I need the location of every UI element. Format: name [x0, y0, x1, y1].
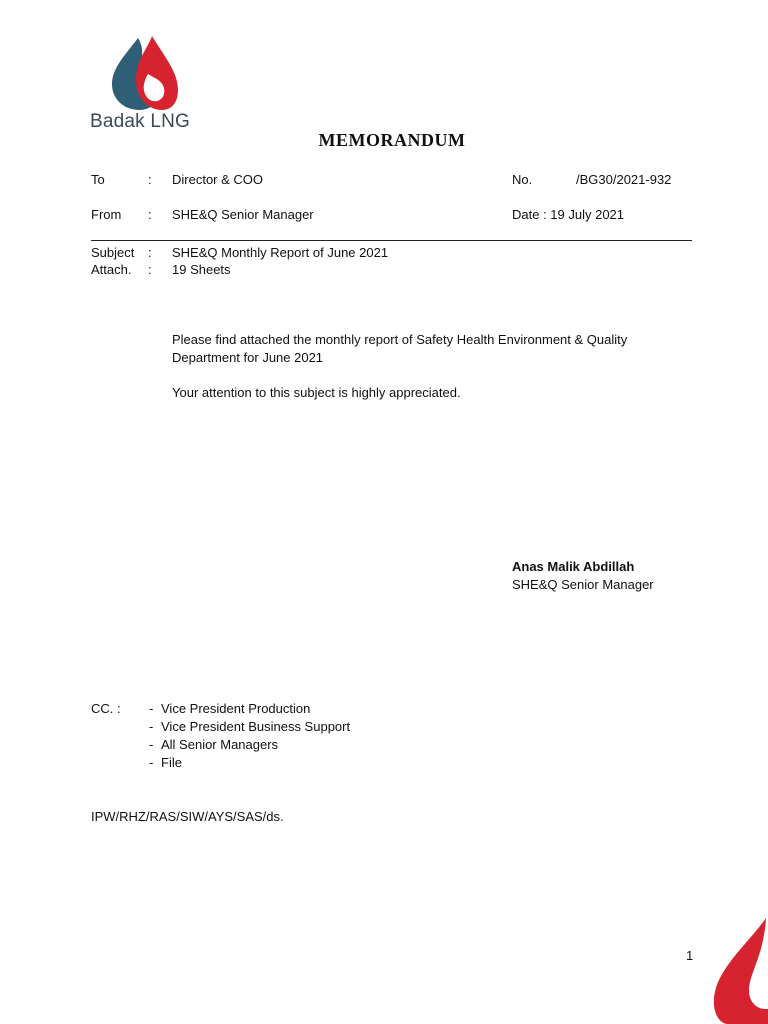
attach-label: Attach.: [91, 262, 132, 277]
from-separator: :: [148, 207, 152, 222]
attach-separator: :: [148, 262, 152, 277]
no-value: /BG30/2021-932: [576, 172, 672, 187]
cc-item: Vice President Production: [161, 701, 311, 716]
body-paragraph-1-line-1: Please find attached the monthly report of Safety Health Environment & Quality: [172, 332, 628, 347]
brand-name: Badak LNG: [90, 111, 191, 132]
subject-separator: :: [148, 245, 152, 260]
badak-lng-logo-icon: [108, 34, 180, 112]
signatory-name: Anas Malik Abdillah: [512, 559, 635, 574]
corner-flame-icon: [708, 914, 768, 1024]
cc-label: CC. :: [91, 701, 121, 716]
body-paragraph-1-line-2: Department for June 2021: [172, 350, 324, 365]
subject-value: SHE&Q Monthly Report of June 2021: [172, 245, 389, 260]
cc-item: File: [161, 755, 182, 770]
cc-bullet: -: [149, 737, 154, 752]
attach-value: 19 Sheets: [172, 262, 231, 277]
document-title: MEMORANDUM: [318, 130, 466, 150]
signatory-title: SHE&Q Senior Manager: [512, 577, 654, 592]
subject-label: Subject: [91, 245, 135, 260]
no-label: No.: [512, 172, 533, 187]
page-number: 1: [686, 948, 694, 963]
to-value: Director & COO: [172, 172, 264, 187]
to-label: To: [91, 172, 105, 187]
from-value: SHE&Q Senior Manager: [172, 207, 314, 222]
from-label: From: [91, 207, 122, 222]
body-paragraph-2: Your attention to this subject is highly appreciated.: [172, 385, 461, 400]
cc-bullet: -: [149, 719, 154, 734]
cc-bullet: -: [149, 755, 154, 770]
cc-item: All Senior Managers: [161, 737, 279, 752]
cc-bullet: -: [149, 701, 154, 716]
initials: IPW/RHZ/RAS/SIW/AYS/SAS/ds.: [91, 809, 284, 824]
to-separator: :: [148, 172, 152, 187]
header-divider: [91, 240, 692, 241]
cc-item: Vice President Business Support: [161, 719, 351, 734]
date-text: Date : 19 July 2021: [512, 207, 625, 222]
